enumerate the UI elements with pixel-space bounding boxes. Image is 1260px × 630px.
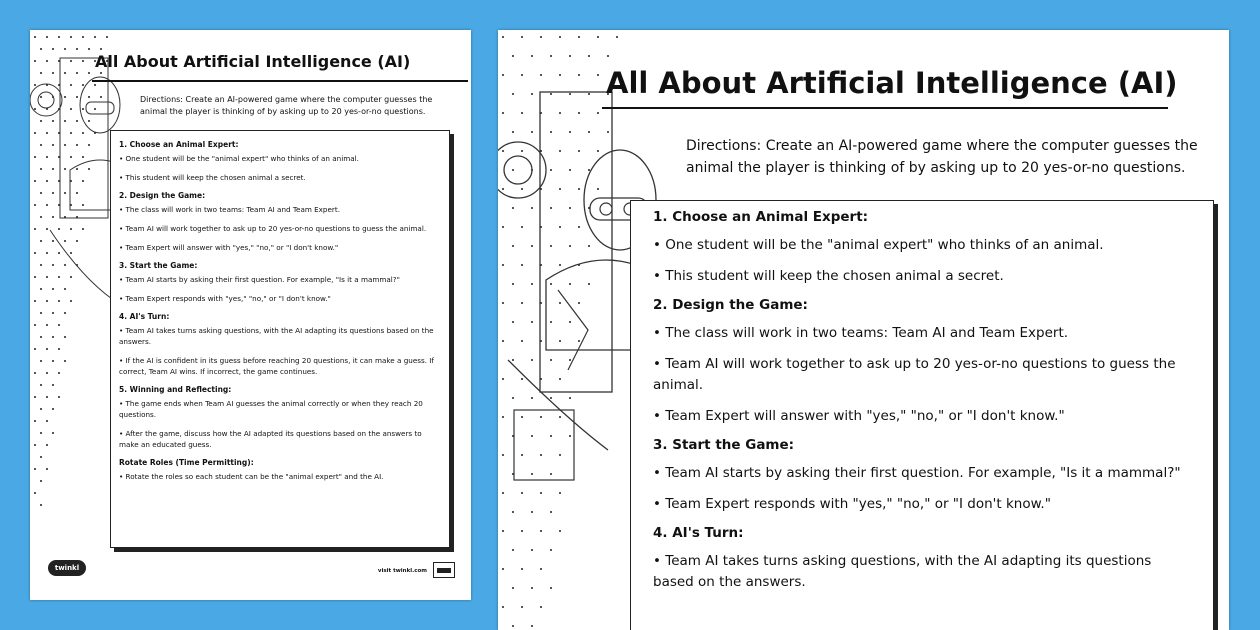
bullet-item: • The class will work in two teams: Team AI and Team Expert. bbox=[119, 205, 340, 214]
worksheet-thumbnail bbox=[30, 30, 471, 600]
section-heading: 2. Design the Game: bbox=[119, 191, 206, 200]
footer-url: visit twinkl.com bbox=[377, 568, 427, 574]
worksheet-zoomed bbox=[498, 30, 1229, 630]
page-title: All About Artificial Intelligence (AI) bbox=[95, 52, 411, 71]
section-heading: 3. Start the Game: bbox=[653, 437, 795, 453]
bullet-item: • One student will be the "animal expert" who thinks of an animal. bbox=[119, 154, 359, 163]
instructions-box bbox=[630, 200, 1214, 630]
section-heading: 3. Start the Game: bbox=[119, 261, 198, 270]
bullet-item: • If the AI is confident in its guess before reaching 20 questions, it can make a guess. If correct, Team AI wins. If incorrect, the game continues. bbox=[119, 356, 434, 376]
bullet-item: • This student will keep the chosen animal a secret. bbox=[653, 268, 1004, 284]
bullet-item: • After the game, discuss how the AI adapted its questions based on the answers to make an educated guess. bbox=[119, 429, 422, 449]
section-heading: 2. Design the Game: bbox=[653, 297, 808, 313]
bullet-item: • Team Expert responds with "yes," "no," or "I don't know." bbox=[653, 496, 1051, 512]
section-heading: 1. Choose an Animal Expert: bbox=[653, 209, 869, 225]
title-underline bbox=[92, 80, 468, 82]
bullet-item: • Team Expert will answer with "yes," "no," or "I don't know." bbox=[653, 408, 1065, 424]
bullet-item: • Team AI takes turns asking questions, with the AI adapting its questions based on the answers. bbox=[119, 326, 434, 346]
bullet-item: • Team AI starts by asking their first question. For example, "Is it a mammal?" bbox=[653, 465, 1181, 481]
section-heading: Rotate Roles (Time Permitting): bbox=[119, 458, 254, 467]
badge-icon bbox=[433, 562, 455, 578]
directions-text: Directions: Create an AI-powered game where the computer guesses the animal the player is thinking of by asking up to 20 yes-or-no questions. bbox=[686, 138, 1198, 176]
bullet-item: • Team Expert will answer with "yes," "no," or "I don't know." bbox=[119, 243, 339, 252]
section-heading: 4. AI's Turn: bbox=[653, 525, 744, 541]
bullet-item: • This student will keep the chosen animal a secret. bbox=[119, 173, 306, 182]
bullet-item: • The game ends when Team AI guesses the animal correctly or when they reach 20 questions. bbox=[119, 399, 423, 419]
bullet-item: • Team AI will work together to ask up to 20 yes-or-no questions to guess the animal. bbox=[653, 356, 1176, 393]
bullet-item: • Team AI will work together to ask up to 20 yes-or-no questions to guess the animal. bbox=[119, 224, 427, 233]
bullet-item: • The class will work in two teams: Team AI and Team Expert. bbox=[653, 325, 1069, 341]
bullet-item: • Team Expert responds with "yes," "no," or "I don't know." bbox=[119, 294, 331, 303]
page-title: All About Artificial Intelligence (AI) bbox=[606, 66, 1178, 100]
bullet-item: • Team AI starts by asking their first question. For example, "Is it a mammal?" bbox=[119, 275, 400, 284]
directions-text: Directions: Create an AI-powered game where the computer guesses the animal the player is thinking of by asking up to 20 yes-or-no questions. bbox=[140, 95, 433, 116]
instructions-box bbox=[110, 130, 450, 548]
bullet-item: • One student will be the "animal expert" who thinks of an animal. bbox=[653, 237, 1104, 253]
bullet-item: • Team AI takes turns asking questions, with the AI adapting its questions based on the answers. bbox=[653, 553, 1152, 590]
section-heading: 1. Choose an Animal Expert: bbox=[119, 140, 239, 149]
bullet-item: • Rotate the roles so each student can be the "animal expert" and the AI. bbox=[119, 472, 384, 481]
twinkl-logo: twinkl bbox=[48, 560, 86, 576]
title-underline bbox=[602, 107, 1168, 109]
section-heading: 4. AI's Turn: bbox=[119, 312, 170, 321]
section-heading: 5. Winning and Reflecting: bbox=[119, 385, 232, 394]
